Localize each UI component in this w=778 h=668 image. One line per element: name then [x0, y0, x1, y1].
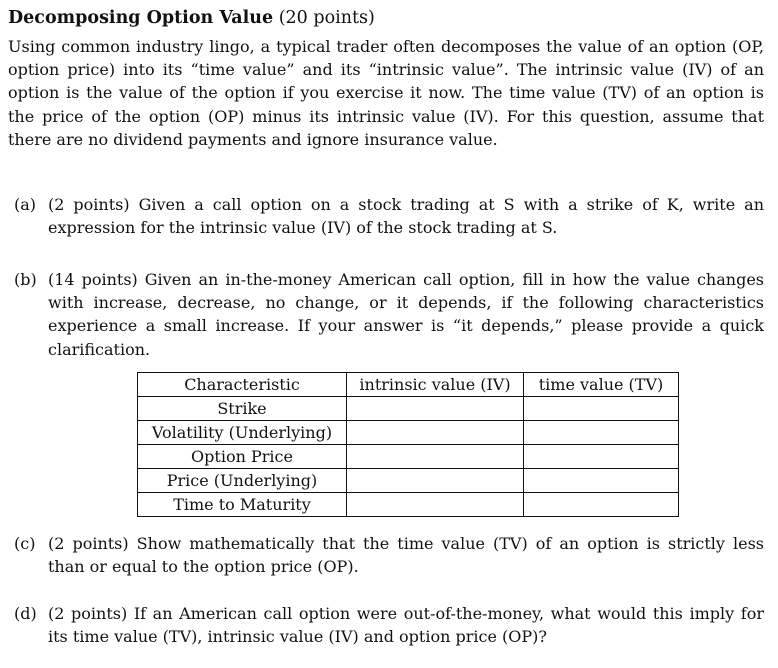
part-b-marker: (b) [14, 270, 37, 289]
row-characteristic: Price (Underlying) [138, 469, 347, 493]
question-title: Decomposing Option Value [8, 8, 274, 28]
row-iv-cell[interactable] [347, 397, 524, 421]
part-a-text: (2 points) Given a call option on a stock trading at S with a strike of K, write an expression for the intrinsic value (IV) of the stock trading at S. [48, 195, 764, 238]
row-characteristic: Time to Maturity [138, 493, 347, 517]
part-b [14, 268, 764, 361]
part-c-marker: (c) [14, 534, 36, 553]
question-heading [8, 6, 375, 30]
row-tv-cell[interactable] [524, 469, 679, 493]
part-b-text: (14 points) Given an in-the-money American call option, fill in how the value changes with increase, decrease, no change, or it depends, if the following characteristics experience a small increase. If your answer is “it depends,” please provide a quick clarification. [48, 270, 764, 359]
row-iv-cell[interactable] [347, 421, 524, 445]
part-c [14, 532, 764, 578]
row-tv-cell[interactable] [524, 445, 679, 469]
answer-table-wrapper [137, 372, 679, 517]
row-tv-cell[interactable] [524, 493, 679, 517]
answer-table [137, 372, 679, 517]
table-row [138, 469, 679, 493]
header-intrinsic-value: intrinsic value (IV) [347, 373, 524, 397]
question-points: (20 points) [278, 8, 375, 28]
row-characteristic: Volatility (Underlying) [138, 421, 347, 445]
part-d [14, 602, 764, 648]
table-row [138, 397, 679, 421]
part-d-marker: (d) [14, 604, 37, 623]
part-d-text: (2 points) If an American call option were out-of-the-money, what would this imply for its time value (TV), intrinsic value (IV) and option price (OP)? [48, 604, 764, 647]
row-tv-cell[interactable] [524, 421, 679, 445]
header-time-value: time value (TV) [524, 373, 679, 397]
part-c-text: (2 points) Show mathematically that the time value (TV) of an option is strictly less than or equal to the option price (OP). [48, 534, 764, 577]
table-header-row [138, 373, 679, 397]
header-characteristic: Characteristic [138, 373, 347, 397]
row-iv-cell[interactable] [347, 469, 524, 493]
row-iv-cell[interactable] [347, 445, 524, 469]
intro-paragraph: Using common industry lingo, a typical trader often decomposes the value of an option (OP, option price) into its “time value” and its “intrinsic value”. The intrinsic value (IV) of an option is the value of the option if you exercise it now. The time value (TV) of an option is the price of the option (OP) minus its intrinsic value (IV). For this question, assume that there are no dividend payments and ignore insurance value. [8, 37, 764, 149]
table-row [138, 421, 679, 445]
part-a [14, 193, 764, 239]
row-tv-cell[interactable] [524, 397, 679, 421]
row-characteristic: Strike [138, 397, 347, 421]
row-iv-cell[interactable] [347, 493, 524, 517]
table-row [138, 445, 679, 469]
table-row [138, 493, 679, 517]
row-characteristic: Option Price [138, 445, 347, 469]
part-a-marker: (a) [14, 195, 37, 214]
